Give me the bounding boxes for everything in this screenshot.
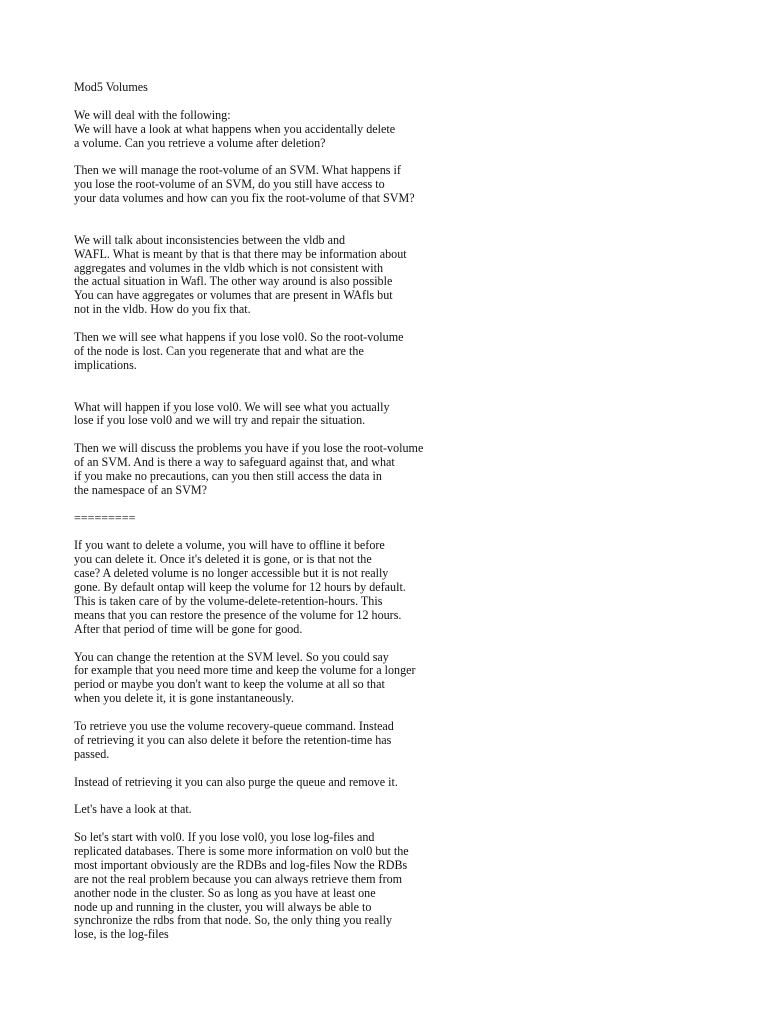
text-line: Let's have a look at that. — [74, 802, 192, 817]
paragraph-purge — [74, 776, 474, 790]
paragraph-gap — [74, 373, 474, 401]
text-line: We will deal with the following: — [74, 107, 231, 122]
text-line: We will talk about inconsistencies between the vldb and — [74, 232, 346, 247]
text-line: implications. — [74, 357, 137, 372]
paragraph-gap — [74, 789, 474, 803]
text-line: the namespace of an SVM? — [74, 482, 207, 497]
paragraph-gap — [74, 317, 474, 331]
text-line: What will happen if you lose vol0. We will see what you actually — [74, 399, 390, 414]
text-line: if you make no precautions, can you then still access the data in — [74, 468, 382, 483]
text-line: the actual situation in Wafl. The other way around is also possible — [74, 274, 393, 289]
text-line: So let's start with vol0. If you lose vol0, you lose log-files and — [74, 830, 375, 845]
text-line: means that you can restore the presence of the volume for 12 hours. — [74, 607, 402, 622]
text-line: period or maybe you don't want to keep the volume at all so that — [74, 677, 385, 692]
paragraph-svm-safeguard — [74, 442, 474, 498]
text-line: Then we will see what happens if you lose vol0. So the root-volume — [74, 330, 404, 345]
text-line: This is taken care of by the volume-delete-retention-hours. This — [74, 593, 383, 608]
text-line: a volume. Can you retrieve a volume after deletion? — [74, 135, 326, 150]
text-line: We will have a look at what happens when you accidentally delete — [74, 121, 396, 136]
text-line: Instead of retrieving it you can also purge the queue and remove it. — [74, 774, 398, 789]
text-line: You can have aggregates or volumes that are present in WAfls but — [74, 288, 393, 303]
text-line: are not the real problem because you can always retrieve them from — [74, 871, 403, 886]
text-line: case? A deleted volume is no longer accessible but it is not really — [74, 566, 389, 581]
text-line: node up and running in the cluster, you will always be able to — [74, 899, 372, 914]
paragraph-gap — [74, 150, 474, 164]
paragraph-gap — [74, 526, 474, 540]
paragraph-gap — [74, 817, 474, 831]
paragraph-gap — [74, 762, 474, 776]
text-line: gone. By default ontap will keep the volume for 12 hours by default. — [74, 580, 406, 595]
text-line: WAFL. What is meant by that is that there may be information about — [74, 246, 407, 261]
text-line: synchronize the rdbs from that node. So, the only thing you really — [74, 913, 393, 928]
paragraph-root-svm — [74, 164, 474, 206]
paragraph-recovery — [74, 720, 474, 762]
paragraph-gap — [74, 428, 474, 442]
text-line: of the node is lost. Can you regenerate that and what are the — [74, 343, 364, 358]
paragraph-gap — [74, 95, 474, 109]
text-line: most important obviously are the RDBs and log-files Now the RDBs — [74, 857, 408, 872]
text-line: you lose the root-volume of an SVM, do you still have access to — [74, 177, 385, 192]
text-line: when you delete it, it is gone instantaneously. — [74, 691, 294, 706]
paragraph-inconsistencies — [74, 234, 474, 317]
paragraph-look — [74, 803, 474, 817]
paragraph-retention — [74, 651, 474, 707]
paragraph-start-vol0 — [74, 831, 474, 942]
text-line: You can change the retention at the SVM level. So you could say — [74, 649, 389, 664]
text-line: not in the vldb. How do you fix that. — [74, 302, 251, 317]
text-line: another node in the cluster. So as long as you have at least one — [74, 885, 376, 900]
paragraph-gap — [74, 498, 474, 512]
text-line: Then we will manage the root-volume of an SVM. What happens if — [74, 163, 401, 178]
text-line: If you want to delete a volume, you will have to offline it before — [74, 538, 385, 553]
paragraph-intro — [74, 109, 474, 151]
text-line: for example that you need more time and keep the volume for a longer — [74, 663, 416, 678]
paragraph-delete — [74, 539, 474, 636]
text-line: aggregates and volumes in the vldb which is not consistent with — [74, 260, 384, 275]
text-line: passed. — [74, 746, 110, 761]
paragraph-gap — [74, 706, 474, 720]
paragraph-gap — [74, 206, 474, 234]
text-line: lose if you lose vol0 and we will try and repair the situation. — [74, 413, 366, 428]
text-line: replicated databases. There is some more information on vol0 but the — [74, 844, 409, 859]
text-line: of an SVM. And is there a way to safeguard against that, and what — [74, 455, 395, 470]
paragraph-vol0-repair — [74, 401, 474, 429]
section-separator: ========= — [74, 510, 136, 525]
text-line: your data volumes and how can you fix the root-volume of that SVM? — [74, 191, 415, 206]
text-line: To retrieve you use the volume recovery-queue command. Instead — [74, 719, 394, 733]
text-line: After that period of time will be gone for good. — [74, 621, 303, 636]
document-title: Mod5 Volumes — [74, 80, 148, 94]
text-line: Then we will discuss the problems you have if you lose the root-volume — [74, 441, 424, 456]
text-line: of retrieving it you can also delete it before the retention-time has — [74, 732, 392, 747]
text-line: you can delete it. Once it's deleted it is gone, or is that not the — [74, 552, 372, 567]
paragraph-vol0 — [74, 331, 474, 373]
text-line: lose, is the log-files — [74, 927, 169, 942]
paragraph-gap — [74, 637, 474, 651]
document-body — [74, 81, 474, 942]
